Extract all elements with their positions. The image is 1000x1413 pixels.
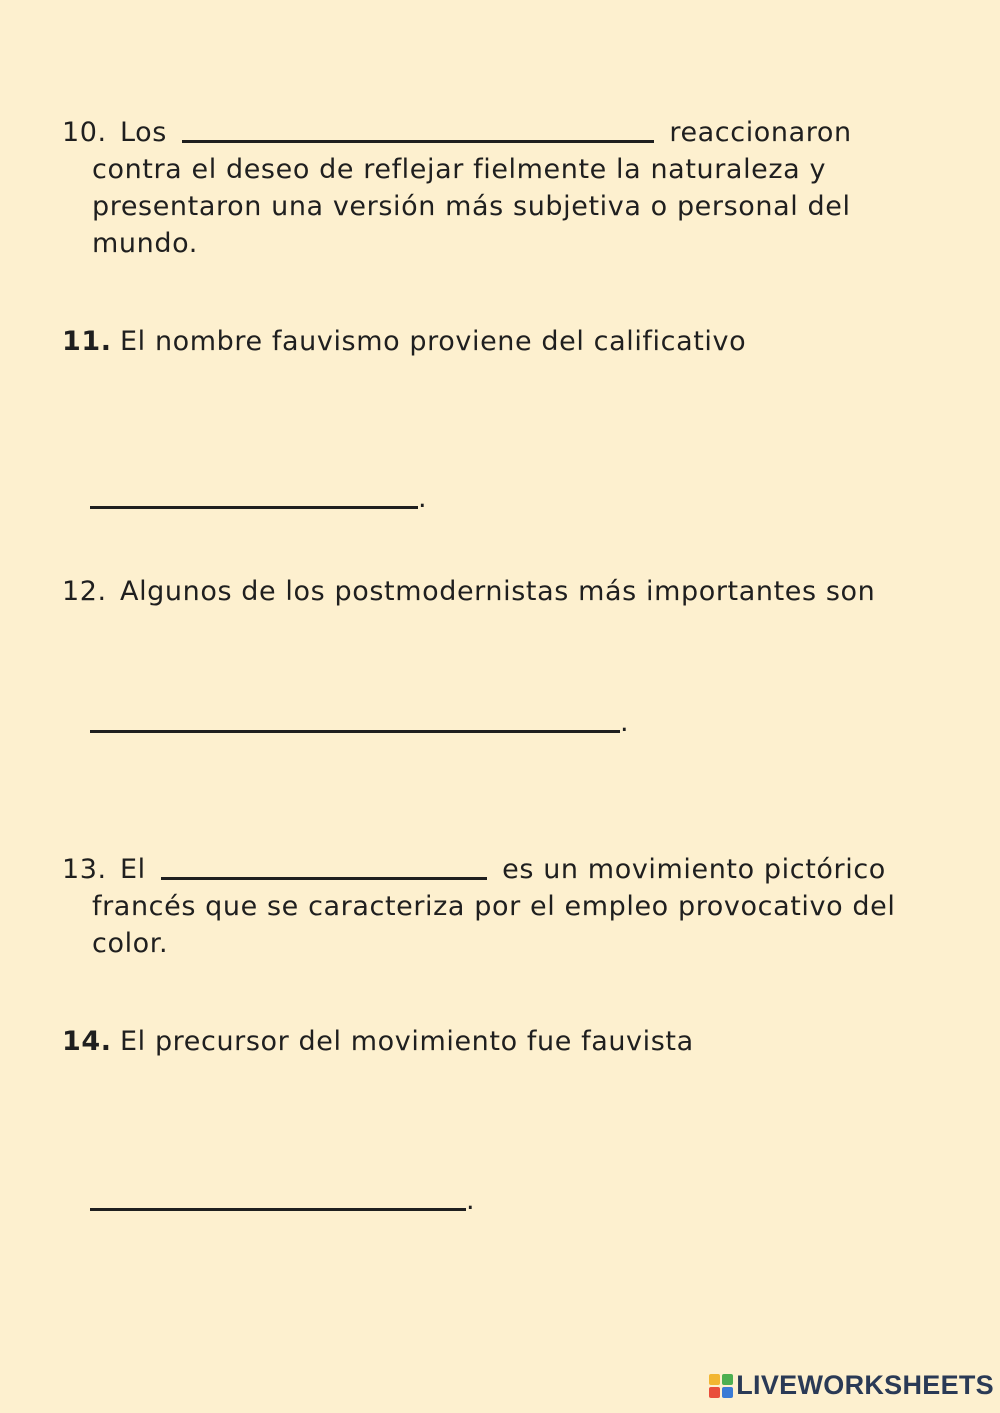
question-number: 12. — [62, 576, 107, 607]
logo-text: LIVEWORKSHEETS — [736, 1370, 994, 1400]
liveworksheets-logo-icon — [709, 1374, 733, 1398]
question-text: El precursor del movimiento fue fauvista — [120, 1026, 694, 1057]
question-number: 11. — [62, 326, 112, 357]
logo-square — [722, 1387, 733, 1398]
question-continuation: presentaron una versión más subjetiva o personal del — [92, 191, 851, 222]
answer-blank-13[interactable] — [161, 849, 487, 880]
question-continuation: color. — [92, 928, 169, 959]
question-number: 10. — [62, 117, 107, 148]
answer-line-12 — [90, 698, 629, 741]
answer-blank-10[interactable] — [182, 112, 654, 143]
answer-blank-12[interactable] — [90, 700, 620, 733]
question-text: Algunos de los postmodernistas más importantes son — [120, 576, 876, 607]
question-10 — [62, 110, 852, 262]
liveworksheets-logo — [709, 1370, 994, 1401]
answer-period: . — [620, 707, 629, 738]
question-10-first-line — [62, 110, 852, 151]
question-number: 13. — [62, 854, 107, 885]
question-text-after-blank: es un movimiento pictórico — [502, 854, 886, 885]
logo-square — [709, 1387, 720, 1398]
logo-square — [722, 1374, 733, 1385]
answer-blank-14[interactable] — [90, 1178, 466, 1211]
question-continuation: mundo. — [92, 228, 198, 259]
question-14 — [62, 1023, 694, 1060]
question-13 — [62, 847, 895, 962]
question-12 — [62, 573, 875, 610]
logo-square — [709, 1374, 720, 1385]
answer-line-11 — [90, 474, 427, 517]
question-text-before-blank: Los — [120, 117, 167, 148]
question-13-first-line — [62, 847, 895, 888]
answer-line-14 — [90, 1176, 475, 1219]
question-text-before-blank: El — [120, 854, 146, 885]
question-11 — [62, 323, 746, 360]
question-text-after-blank: reaccionaron — [669, 117, 852, 148]
question-text: El nombre fauvismo proviene del calificativo — [120, 326, 747, 357]
question-continuation: francés que se caracteriza por el empleo provocativo del — [92, 891, 896, 922]
answer-period: . — [466, 1185, 475, 1216]
answer-blank-11[interactable] — [90, 476, 418, 509]
question-continuation: contra el deseo de reflejar fielmente la naturaleza y — [92, 154, 827, 185]
answer-period: . — [418, 483, 427, 514]
question-number: 14. — [62, 1026, 112, 1057]
